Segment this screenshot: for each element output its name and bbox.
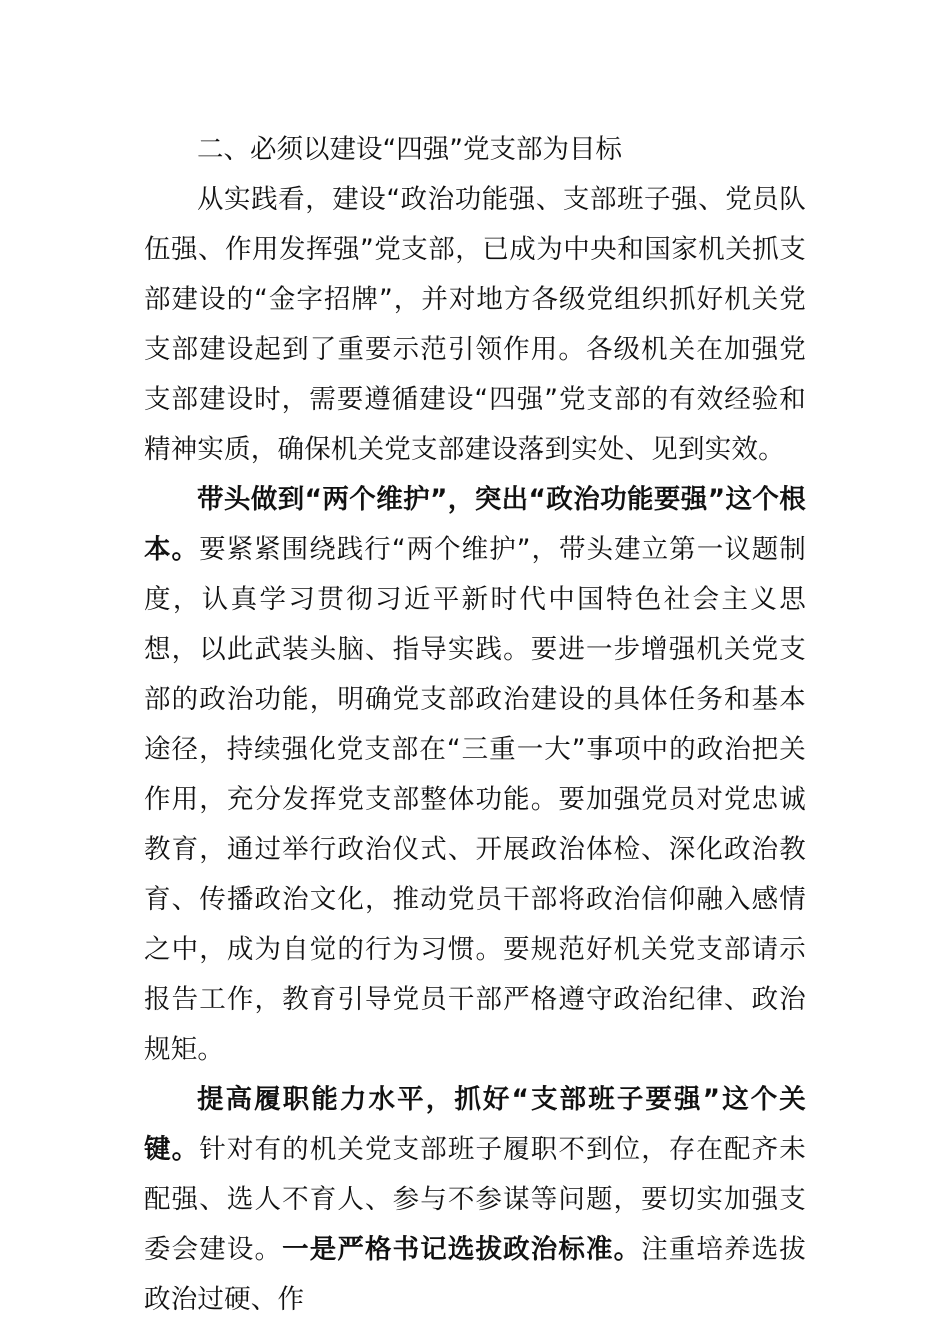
document-page	[144, 125, 806, 1325]
section-heading: 二、必须以建设“四强”党支部为目标	[197, 134, 622, 165]
paragraph-3-text-2: 注重培养选拔政治过硬、作	[144, 1234, 806, 1315]
paragraph-1	[144, 175, 806, 475]
paragraph-3-lead: 提高履职能力水平，抓好“支部班子要强”这个关键。	[144, 1084, 806, 1165]
paragraph-2-text: 要紧紧围绕践行“两个维护”，带头建立第一议题制度，认真学习贯彻习近平新时代中国特色社会主义思想，以此武装头脑、指导实践。要进一步增强机关党支部的政治功能，明确党支部政治建设的具体任务和基本途径，持续强化党支部在“三重一大”事项中的政治把关作用，充分发挥党支部整体功能。要加强党员对党忠诚教育，通过举行政治仪式、开展政治体检、深化政治教育、传播政治文化，推动党员干部将政治信仰融入感情之中，成为自觉的行为习惯。要规范好机关党支部请示报告工作，教育引导党员干部严格遵守政治纪律、政治规矩。	[144, 534, 806, 1065]
paragraph-3	[144, 1075, 806, 1325]
paragraph-1-text: 从实践看，建设“政治功能强、支部班子强、党员队伍强、作用发挥强”党支部，已成为中央和国家机关抓支部建设的“金字招牌”，并对地方各级党组织抓好机关党支部建设起到了重要示范引领作用。各级机关在加强党支部建设时，需要遵循建设“四强”党支部的有效经验和精神实质，确保机关党支部建设落到实处、见到实效。	[144, 184, 806, 465]
paragraph-3-text: 针对有的机关党支部班子履职不到位，存在配齐未配强、选人不育人、参与不参谋等问题，要切实加强支委会建设。	[144, 1134, 806, 1265]
paragraph-2-lead: 带头做到“两个维护”，突出“政治功能要强”这个根本。	[144, 484, 806, 565]
paragraph-2	[144, 475, 806, 1075]
paragraph-3-lead-2: 一是严格书记选拔政治标准。	[282, 1234, 642, 1265]
